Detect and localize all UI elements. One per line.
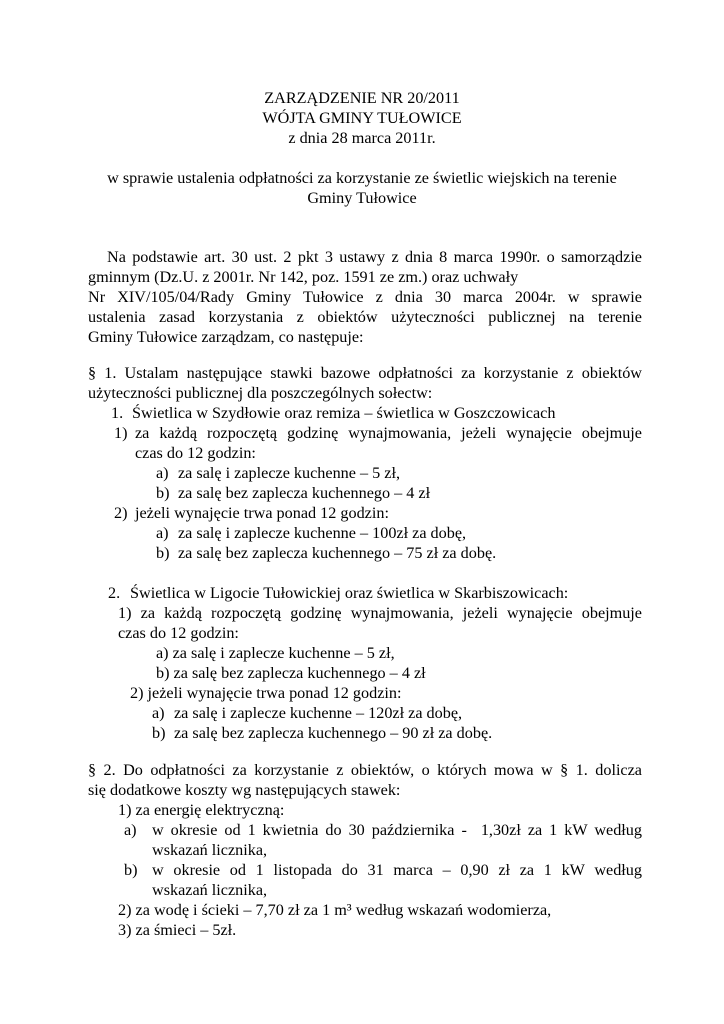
list-letter: b) [156, 544, 170, 562]
section1-intro: § 1. Ustalam następujące stawki bazowe odpłatności za korzystanie z obiektów [88, 364, 642, 382]
list-letter: b) [156, 484, 170, 502]
list-letter: a) [156, 524, 169, 542]
list-number: 1) [114, 424, 128, 442]
list-item: a) za salę i zaplecze kuchenne – 5 zł, [156, 644, 395, 662]
document-title: ZARZĄDZENIE NR 20/2011 [264, 89, 460, 107]
list-item: 1) za każdą rozpoczętą godzinę wynajmowania, jeżeli wynajęcie obejmuje [118, 604, 642, 622]
list-item: za salę i zaplecze kuchenne – 120zł za dobę, [174, 704, 463, 722]
list-item: za salę bez zaplecza kuchennego – 90 zł za dobę. [174, 724, 493, 742]
preamble-line: Nr XIV/105/04/Rady Gminy Tułowice z dnia 30 marca 2004r. w sprawie [88, 288, 642, 306]
preamble-line: ustalenia zasad korzystania z obiektów użyteczności publicznej na terenie [88, 308, 642, 326]
list-item: jeżeli wynajęcie trwa ponad 12 godzin: [135, 504, 389, 522]
document-issuer: WÓJTA GMINY TUŁOWICE [262, 109, 462, 127]
group2-title: Świetlica w Ligocie Tułowickiej oraz świetlica w Skarbiszowicach: [130, 584, 569, 602]
section2-intro: § 2. Do odpłatności za korzystanie z obiektów, o których mowa w § 1. dolicza [88, 761, 642, 779]
group1-title: Świetlica w Szydłowie oraz remiza – świetlica w Goszczowicach [132, 404, 556, 422]
list-item: w okresie od 1 kwietnia do 30 października - 1,30zł za 1 kW według [152, 821, 642, 839]
list-item: za salę i zaplecze kuchenne – 5 zł, [178, 464, 401, 482]
document-date: z dnia 28 marca 2011r. [288, 129, 436, 147]
list-letter: a) [152, 704, 165, 722]
list-item: wskazań licznika, [152, 881, 268, 899]
list-item: czas do 12 godzin: [118, 624, 239, 642]
list-number: 2. [108, 584, 121, 602]
list-item: wskazań licznika, [152, 841, 268, 859]
list-item: w okresie od 1 listopada do 31 marca – 0,90 zł za 1 kW według [152, 861, 642, 879]
list-letter: b) [124, 861, 138, 879]
list-letter: a) [124, 821, 137, 839]
list-item: b) za salę bez zaplecza kuchennego – 4 zł [156, 664, 426, 682]
list-item: za salę bez zaplecza kuchennego – 75 zł za dobę. [178, 544, 497, 562]
list-item: 2) za wodę i ścieki – 7,70 zł za 1 m³ według wskazań wodomierza, [118, 901, 552, 919]
subject-line: Gminy Tułowice [307, 189, 417, 207]
list-item: za każdą rozpoczętą godzinę wynajmowania, jeżeli wynajęcie obejmuje [135, 424, 642, 442]
list-number: 2) [114, 504, 128, 522]
list-item: 3) za śmieci – 5zł. [118, 921, 237, 939]
section2-intro: się dodatkowe koszty wg następujących stawek: [88, 781, 401, 799]
list-item: za salę i zaplecze kuchenne – 100zł za dobę, [178, 524, 467, 542]
list-number: 1. [111, 404, 124, 422]
list-item: 1) za energię elektryczną: [118, 801, 285, 819]
list-letter: b) [152, 724, 166, 742]
preamble-line: gminnym (Dz.U. z 2001r. Nr 142, poz. 1591 ze zm.) oraz uchwały [88, 268, 519, 286]
list-item: czas do 12 godzin: [135, 444, 256, 462]
list-item: za salę bez zaplecza kuchennego – 4 zł [178, 484, 431, 502]
subject-line: w sprawie ustalenia odpłatności za korzystanie ze świetlic wiejskich na terenie [107, 169, 617, 187]
list-letter: a) [156, 464, 169, 482]
preamble-line: Na podstawie art. 30 ust. 2 pkt 3 ustawy z dnia 8 marca 1990r. o samorządzie [107, 248, 642, 266]
preamble-line: Gminy Tułowice zarządzam, co następuje: [88, 328, 364, 346]
list-item: 2) jeżeli wynajęcie trwa ponad 12 godzin: [130, 684, 402, 702]
section1-intro: użyteczności publicznej dla poszczególnych sołectw: [88, 384, 433, 402]
